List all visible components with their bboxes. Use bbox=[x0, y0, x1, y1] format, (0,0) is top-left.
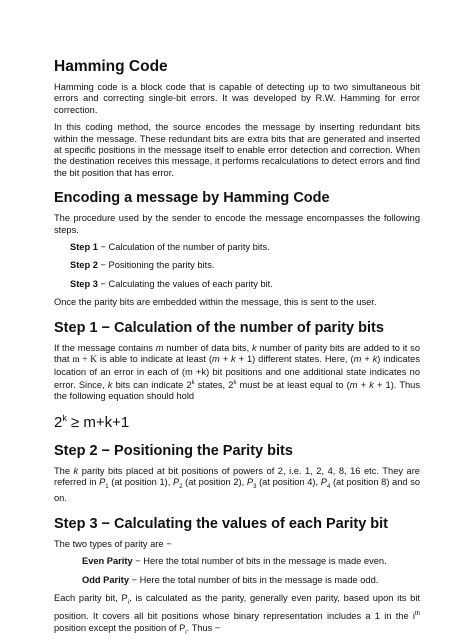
parity-type-label: Odd Parity bbox=[82, 574, 130, 585]
step3-heading: Step 3 − Calculating the values of each Parity bit bbox=[54, 515, 389, 532]
parity-type-text: − Here the total number of bits in the message is made odd. bbox=[129, 574, 379, 585]
intro-paragraph-1: Hamming code is a block code that is capable of detecting up to two simultaneous bit errors and correcting single-bit errors. It was developed by R.W. Hamming for error correction. bbox=[54, 82, 420, 115]
page-title: Hamming Code bbox=[54, 58, 168, 75]
step-item-1 bbox=[70, 242, 420, 253]
step2-heading: Step 2 − Positioning the Parity bits bbox=[54, 442, 293, 459]
step-text: − Positioning the parity bits. bbox=[97, 260, 215, 271]
step1-heading: Step 1 − Calculation of the number of parity bits bbox=[54, 319, 384, 336]
parity-type-odd bbox=[82, 575, 420, 586]
encoding-paragraph-1: The procedure used by the sender to encode the message encompasses the following steps. bbox=[54, 213, 420, 235]
parity-type-text: − Here the total number of bits in the message is made even. bbox=[132, 556, 387, 567]
step-text: − Calculating the values of each parity bit. bbox=[97, 278, 273, 289]
step-label: Step 1 bbox=[70, 242, 98, 253]
step3-paragraph-2: Each parity bit, $P_i$, is calculated as the parity, generally even parity, based upon its bit position. It covers all bit positions whose binary representation includes a 1 in the $i^{th}$ position except the position of $P_i$. Thus − bbox=[54, 593, 420, 636]
step-label: Step 3 bbox=[70, 278, 98, 289]
step2-paragraph: The k parity bits placed at bit positions of powers of 2, i.e. 1, 2, 4, 8, 16 etc. They are referred in $P_1$ (at position 1), $P_2$ (at position 2), $P_3$ (at position 4), $P_4$ (at position 8) and so on. bbox=[54, 465, 421, 504]
step-item-3 bbox=[70, 279, 420, 290]
step-text: − Calculation of the number of parity bits. bbox=[97, 242, 270, 253]
parity-type-label: Even Parity bbox=[82, 556, 133, 567]
encoding-paragraph-2: Once the parity bits are embedded within the message, this is sent to the user. bbox=[54, 297, 377, 308]
step-label: Step 2 bbox=[70, 260, 98, 271]
encoding-heading: Encoding a message by Hamming Code bbox=[54, 190, 330, 207]
hamming-inequality: $2^k \ge m+k+1$ bbox=[54, 412, 130, 431]
parity-type-even bbox=[82, 556, 420, 567]
step1-paragraph: If the message contains m number of data bits, k number of parity bits are added to it so that m + K is able to indicate at least (m + k + 1) different states. Here, (m + k) indicates location of an error in each of (m +k) bit positions and one additional state indicates no error. Since, k bits can indicate 2$^k$ states, 2$^k$ must be at least equal to (m + k + 1). Thus the following equation should hold bbox=[54, 342, 421, 402]
step3-paragraph-1: The two types of parity are − bbox=[54, 538, 172, 549]
step-item-2 bbox=[70, 260, 420, 271]
intro-paragraph-2: In this coding method, the source encodes the message by inserting redundant bits within the message. These redundant bits are extra bits that are generated and inserted at specific positions in the message itself to enable error detection and correction. When the destination receives this message, it performs recalculations to detect errors and find the bit position that has error. bbox=[54, 122, 420, 178]
